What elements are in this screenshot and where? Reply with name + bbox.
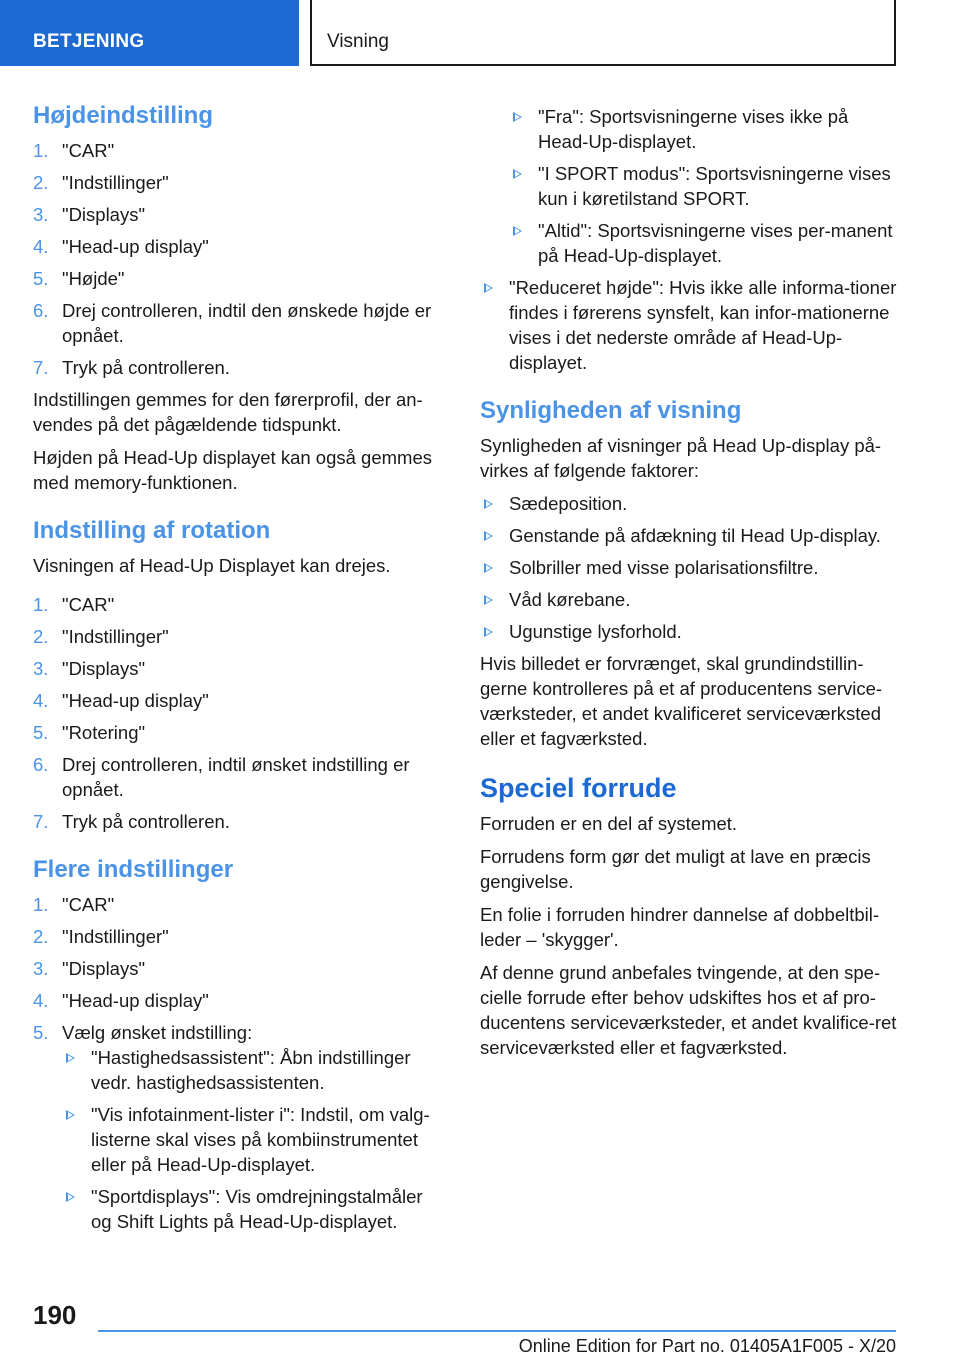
paragraph-rotation-intro: Visningen af Head-Up Displayet kan drejes. <box>33 555 391 576</box>
paragraph-profile: Indstillingen gemmes for den førerprofil, der an-vendes på det pågældende tidspunkt. <box>33 389 423 435</box>
step-number: 7. <box>33 811 49 832</box>
list-item <box>33 592 443 617</box>
list-item <box>33 892 443 917</box>
step-text: "CAR" <box>62 140 115 161</box>
bullet-text: Sædeposition. <box>509 493 628 514</box>
step-text: "CAR" <box>62 594 115 615</box>
step-text: Drej controlleren, indtil den ønskede højde er opnået. <box>62 300 432 346</box>
footer-edition: Online Edition for Part no. 01405A1F005 - X/20 <box>518 1336 896 1356</box>
list-item <box>33 720 443 745</box>
list-item <box>480 555 900 580</box>
step-number: 3. <box>33 658 49 679</box>
step-number: 1. <box>33 140 49 161</box>
list-item <box>33 170 443 195</box>
paragraph-distorted: Hvis billedet er forvrænget, skal grundindstillin-gerne kontrolleres på et af producentens service-værksteder, et andet kvalificeret serviceværksted eller et fagværksted. <box>480 653 883 749</box>
step-text: "Head-up display" <box>62 690 209 711</box>
paragraph-forrude-3: En folie i forruden hindrer dannelse af dobbeltbil-leder – 'skygger'. <box>480 904 880 950</box>
heading-synlighed: Synligheden af visning <box>480 397 742 424</box>
step-text: "Indstillinger" <box>62 626 169 647</box>
triangle-bullet-icon <box>484 627 493 637</box>
triangle-bullet-icon <box>484 499 493 509</box>
step-text: "Displays" <box>62 658 146 679</box>
paragraph-forrude-2: Forrudens form gør det muligt at lave en præcis gengivelse. <box>480 846 871 892</box>
list-item <box>33 234 443 259</box>
steps-hoejde <box>33 138 443 380</box>
triangle-bullet-icon <box>484 531 493 541</box>
header-chapter-box <box>310 0 896 66</box>
list-item <box>33 355 443 380</box>
step-number: 2. <box>33 926 49 947</box>
bullet-text: Våd kørebane. <box>509 589 631 610</box>
list-item <box>33 298 443 348</box>
list-item <box>480 619 900 644</box>
bullets-level1 <box>480 104 900 375</box>
step-text: Tryk på controlleren. <box>62 811 230 832</box>
step-text: "Rotering" <box>62 722 146 743</box>
list-item <box>33 809 443 834</box>
step-text: "Head-up display" <box>62 990 209 1011</box>
step-text: "Head-up display" <box>62 236 209 257</box>
triangle-bullet-icon <box>513 226 522 236</box>
step-text: "CAR" <box>62 894 115 915</box>
heading-flere-indstillinger: Flere indstillinger <box>33 856 234 883</box>
list-item <box>62 1102 443 1177</box>
step-text: "Indstillinger" <box>62 926 169 947</box>
step-number: 3. <box>33 958 49 979</box>
list-item <box>509 218 900 268</box>
bullet-text: "Sportdisplays": Vis omdrejningstalmåler og Shift Lights på Head-Up-displayet. <box>91 1186 423 1232</box>
list-item <box>33 924 443 949</box>
bullet-text: "Hastighedsassistent": Åbn indstillinger vedr. hastighedsassistenten. <box>91 1047 411 1093</box>
list-item <box>480 523 900 548</box>
step-number: 6. <box>33 300 49 321</box>
triangle-bullet-icon <box>66 1192 75 1202</box>
step-number: 7. <box>33 357 49 378</box>
paragraph-memory: Højden på Head-Up displayet kan også gemmes med memory-funktionen. <box>33 447 432 493</box>
step-text: "Displays" <box>62 958 146 979</box>
list-item <box>480 104 900 268</box>
steps-rotation <box>33 592 443 834</box>
list-item <box>33 988 443 1013</box>
step-text: "Højde" <box>62 268 125 289</box>
step-number: 4. <box>33 690 49 711</box>
step-text: Tryk på controlleren. <box>62 357 230 378</box>
list-item <box>33 202 443 227</box>
list-item <box>33 688 443 713</box>
step-number: 1. <box>33 594 49 615</box>
heading-hoejdeindstilling: Højdeindstilling <box>33 102 213 129</box>
paragraph-forrude-1: Forruden er en del af systemet. <box>480 813 738 834</box>
triangle-bullet-icon <box>513 169 522 179</box>
heading-speciel-forrude: Speciel forrude <box>480 773 677 803</box>
list-item <box>33 624 443 649</box>
bullet-text: "Altid": Sportsvisningerne vises per-manent på Head-Up-displayet. <box>538 220 893 266</box>
list-item <box>33 1020 443 1234</box>
list-item <box>33 956 443 981</box>
list-item <box>33 656 443 681</box>
header-section-label: BETJENING <box>33 31 145 52</box>
bullets-sport-options <box>509 104 900 268</box>
bullet-text: Genstande på afdækning til Head Up-display. <box>509 525 881 546</box>
bullet-text: "Vis infotainment-lister i": Indstil, om valg-listerne skal vises på kombiinstrumentet eller på Head-Up-displayet. <box>91 1104 430 1175</box>
triangle-bullet-icon <box>484 563 493 573</box>
step-number: 2. <box>33 626 49 647</box>
bullet-text: Solbriller med visse polarisationsfiltre. <box>509 557 819 578</box>
list-item <box>480 275 900 375</box>
step-text: "Displays" <box>62 204 146 225</box>
step-number: 1. <box>33 894 49 915</box>
bullet-text: "Reduceret højde": Hvis ikke alle informa-tioner findes i førerens synsfelt, kan infor-mationerne vises i det nederste område af Head-Up-displayet. <box>509 277 897 373</box>
bullet-text: "I SPORT modus": Sportsvisningerne vises kun i køretilstand SPORT. <box>538 163 891 209</box>
step-text: "Indstillinger" <box>62 172 169 193</box>
header-section-tab <box>0 0 299 66</box>
footer-divider <box>98 1330 896 1332</box>
step-number: 6. <box>33 754 49 775</box>
bullet-text: Ugunstige lysforhold. <box>509 621 682 642</box>
step-number: 4. <box>33 990 49 1011</box>
list-item <box>509 161 900 211</box>
list-item <box>62 1045 443 1095</box>
step-number: 2. <box>33 172 49 193</box>
triangle-bullet-icon <box>484 595 493 605</box>
step-number: 5. <box>33 268 49 289</box>
list-item <box>62 1184 443 1234</box>
right-column <box>480 104 900 1068</box>
bullets-factors <box>480 491 900 644</box>
list-item <box>33 138 443 163</box>
bullet-text: "Fra": Sportsvisningerne vises ikke på Head-Up-displayet. <box>538 106 849 152</box>
triangle-bullet-icon <box>513 112 522 122</box>
step-number: 3. <box>33 204 49 225</box>
paragraph-forrude-4: Af denne grund anbefales tvingende, at den spe-cielle forrude efter behov udskiftes hos et af pro-ducentens serviceværksteder, et andet kvalifice-ret serviceværksted eller et fagværksted. <box>480 962 897 1058</box>
step-number: 5. <box>33 722 49 743</box>
list-item <box>509 104 900 154</box>
list-item <box>480 491 900 516</box>
page-number: 190 <box>33 1300 77 1330</box>
paragraph-synlighed-intro: Synligheden af visninger på Head Up-display på-virkes af følgende faktorer: <box>480 435 882 481</box>
bullets-settings <box>62 1045 443 1234</box>
triangle-bullet-icon <box>484 283 493 293</box>
list-item <box>33 266 443 291</box>
triangle-bullet-icon <box>66 1053 75 1063</box>
list-item <box>33 752 443 802</box>
list-item <box>480 587 900 612</box>
steps-flere <box>33 892 443 1234</box>
step-text: Drej controlleren, indtil ønsket indstilling er opnået. <box>62 754 410 800</box>
left-column <box>33 100 443 1241</box>
heading-rotation: Indstilling af rotation <box>33 517 271 544</box>
step-number: 5. <box>33 1022 49 1043</box>
header-chapter-label: Visning <box>327 31 389 52</box>
triangle-bullet-icon <box>66 1110 75 1120</box>
step-text: Vælg ønsket indstilling: <box>62 1022 253 1043</box>
step-number: 4. <box>33 236 49 257</box>
